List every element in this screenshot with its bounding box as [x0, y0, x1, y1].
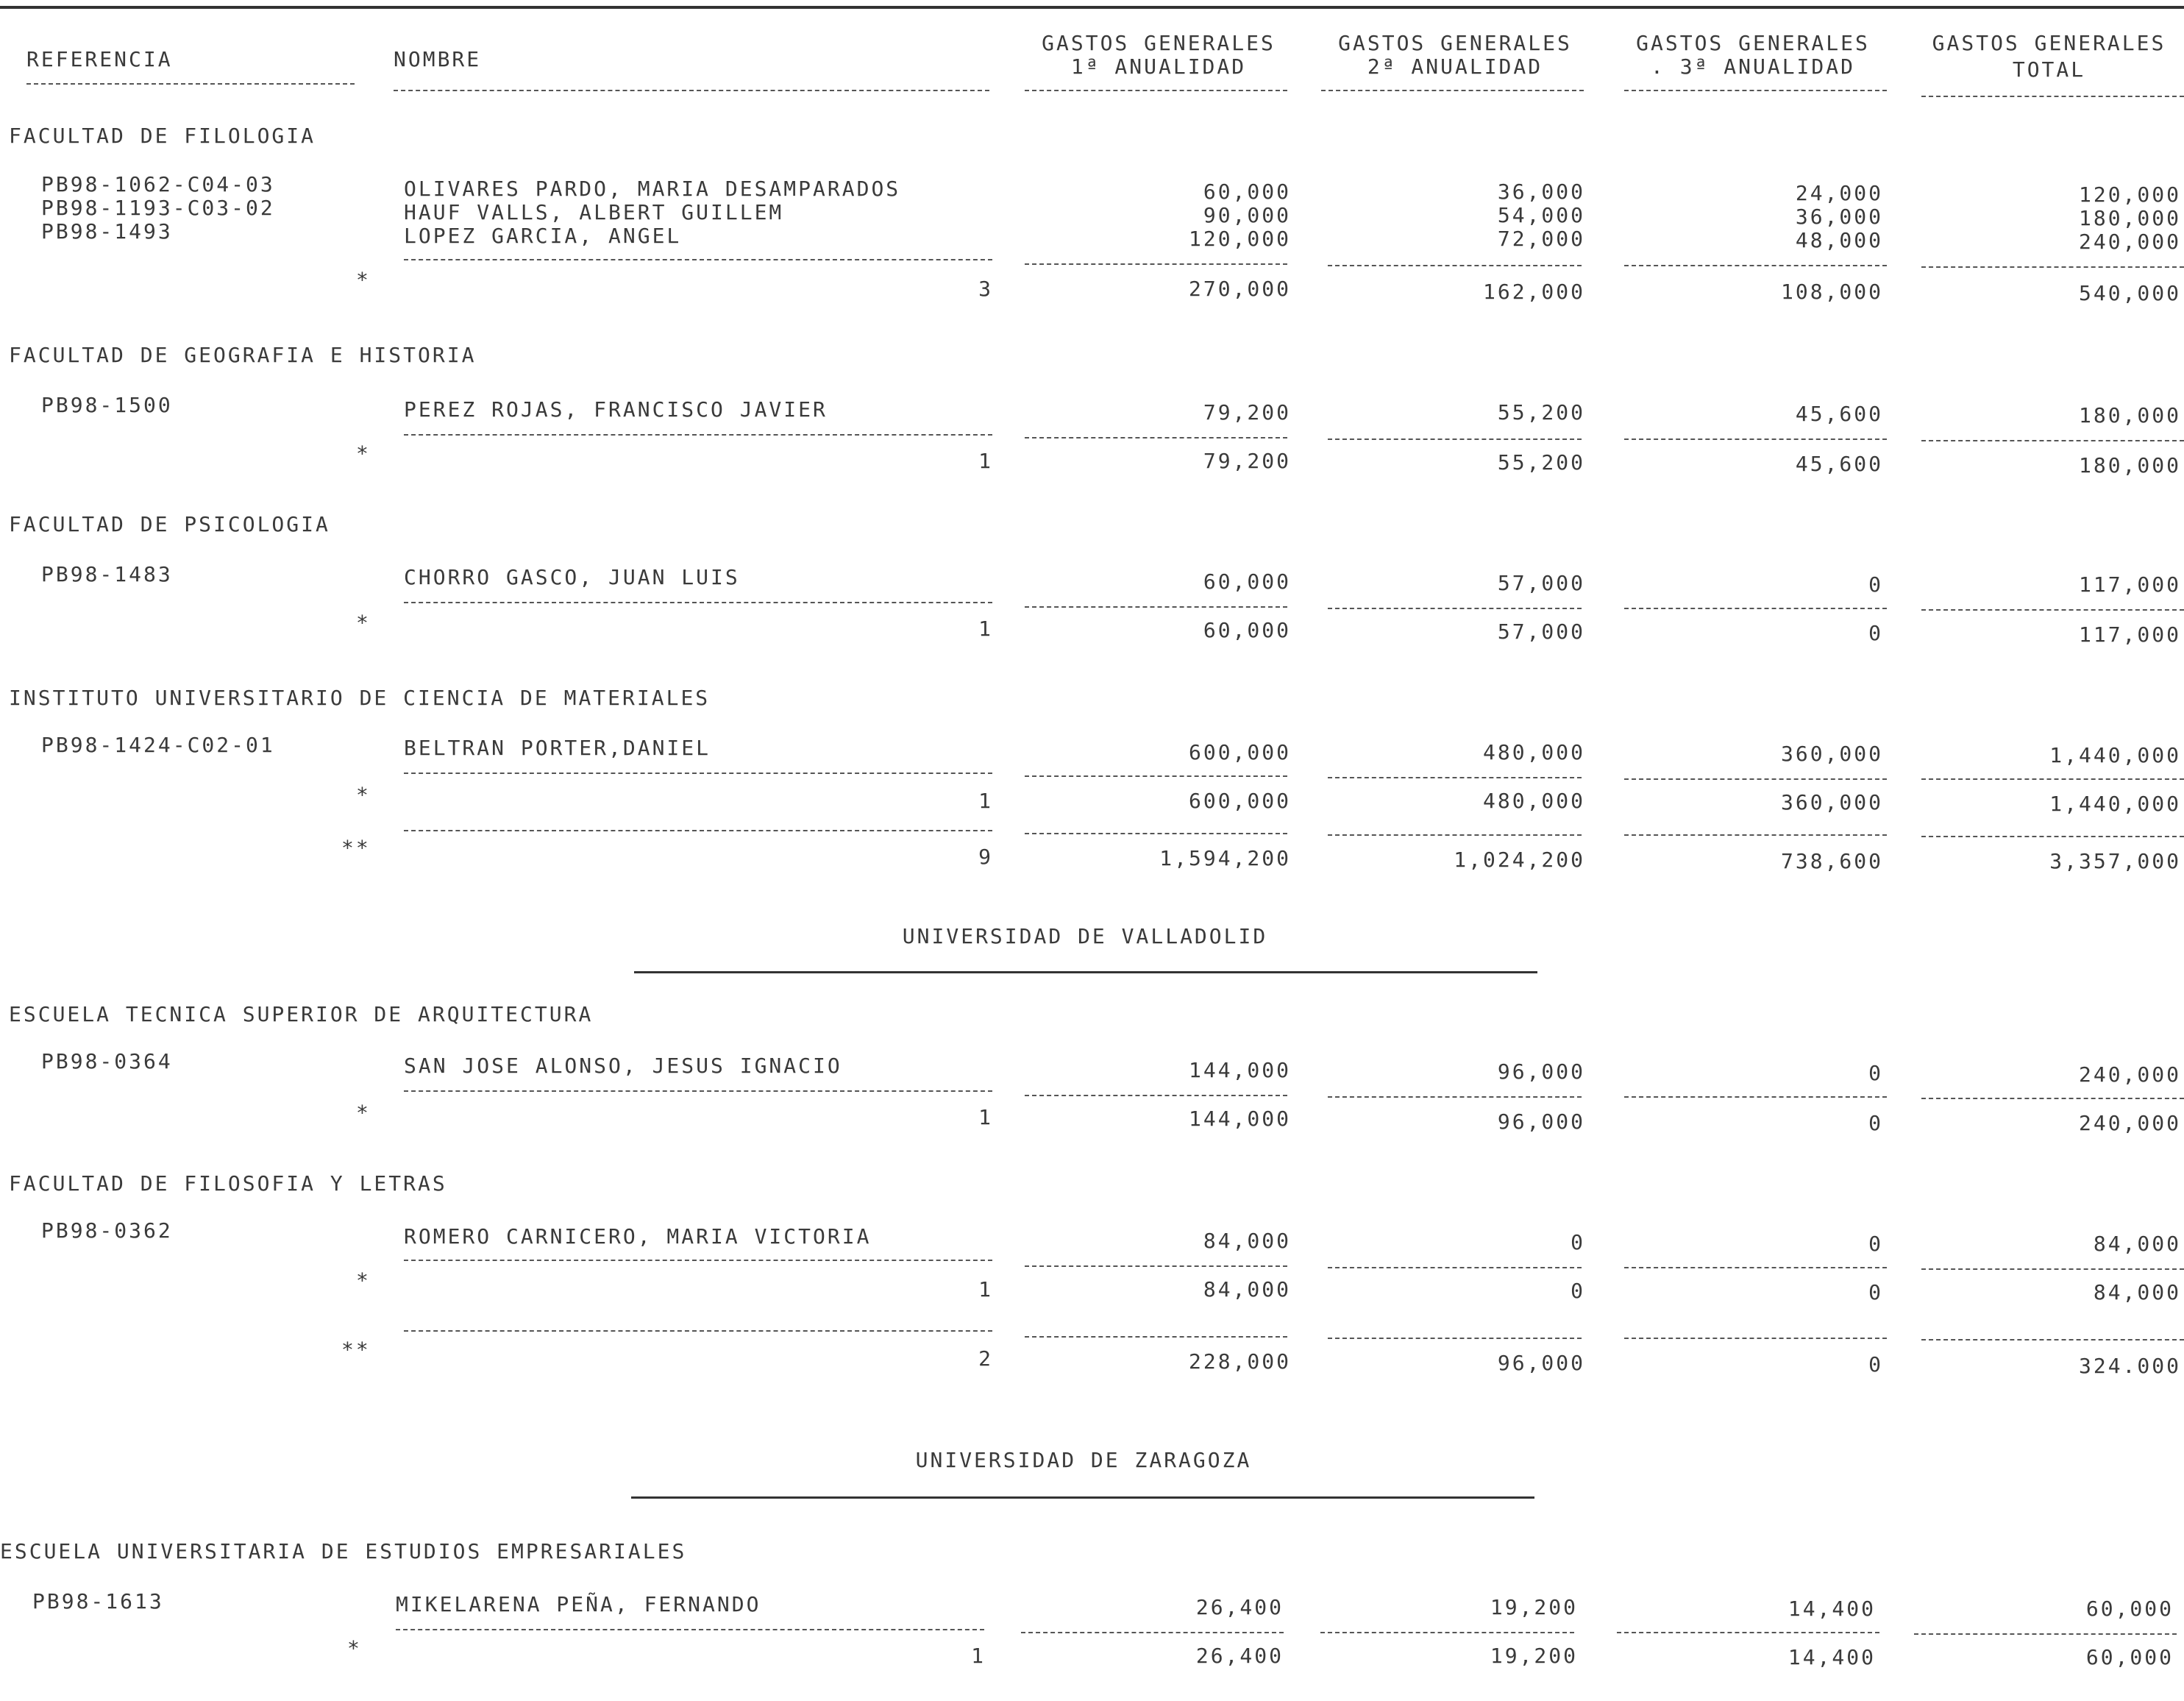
row-total: 180,000 — [2078, 403, 2181, 427]
subtotal-rule — [1328, 1096, 1582, 1098]
header-col4-line2: TOTAL — [2012, 57, 2086, 82]
university-heading: UNIVERSIDAD DE ZARAGOZA — [915, 1448, 1252, 1472]
row-a2: 57,000 — [1497, 571, 1585, 595]
subtotal-count: 1 — [978, 1105, 993, 1129]
header-col3-line1: GASTOS GENERALES — [1636, 31, 1870, 55]
total-a1: 228,000 — [1188, 1349, 1291, 1374]
section-title: INSTITUTO UNIVERSITARIO DE CIENCIA DE MATERIALES — [9, 686, 711, 710]
total-total: 324.000 — [2078, 1354, 2181, 1378]
row-a1: 90,000 — [1203, 203, 1291, 227]
total-mark: ** — [341, 836, 371, 860]
row-a3: 360,000 — [1780, 742, 1883, 766]
header-underline-ref — [26, 83, 355, 85]
subtotal-rule — [1624, 1096, 1887, 1098]
row-a2: 36,000 — [1497, 180, 1585, 204]
subtotal-rule — [1617, 1632, 1879, 1633]
row-ref: PB98-1424-C02-01 — [41, 733, 275, 757]
subtotal-rule — [404, 259, 992, 260]
row-ref: PB98-1193-C03-02 — [41, 196, 275, 220]
subtotal-rule — [1921, 440, 2184, 441]
header-underline-col3 — [1624, 90, 1887, 91]
subtotal-rule — [1328, 265, 1582, 266]
subtotal-a3: 14,400 — [1788, 1645, 1876, 1669]
total-rule — [404, 830, 992, 831]
subtotal-rule — [1921, 778, 2184, 780]
row-name: SAN JOSE ALONSO, JESUS IGNACIO — [404, 1054, 842, 1078]
row-a2: 55,200 — [1497, 400, 1585, 425]
subtotal-a3: 0 — [1868, 1280, 1883, 1304]
total-rule — [1921, 1339, 2184, 1340]
row-total: 120,000 — [2078, 182, 2181, 207]
subtotal-mark: * — [356, 611, 371, 635]
subtotal-rule — [404, 434, 992, 436]
subtotal-a3: 45,600 — [1795, 452, 1883, 476]
header-col3-line2: . 3ª ANUALIDAD — [1650, 54, 1855, 79]
subtotal-rule — [1025, 775, 1287, 777]
subtotal-a1: 79,200 — [1203, 449, 1291, 473]
row-a3: 0 — [1868, 1061, 1883, 1085]
row-a2: 54,000 — [1497, 203, 1585, 227]
total-count: 2 — [978, 1346, 993, 1371]
row-a2: 0 — [1571, 1230, 1585, 1254]
total-a2: 96,000 — [1497, 1351, 1585, 1375]
subtotal-rule — [1921, 1268, 2184, 1270]
subtotal-rule — [1021, 1632, 1284, 1633]
subtotal-a1: 144,000 — [1188, 1107, 1291, 1131]
university-rule — [631, 1496, 1534, 1499]
row-total: 117,000 — [2078, 572, 2181, 597]
total-count: 9 — [978, 845, 993, 869]
row-a1: 144,000 — [1188, 1058, 1291, 1082]
header-col2-line1: GASTOS GENERALES — [1338, 31, 1572, 55]
row-a1: 60,000 — [1203, 180, 1291, 204]
row-ref: PB98-0362 — [41, 1218, 173, 1243]
row-a3: 36,000 — [1795, 205, 1883, 229]
university-heading: UNIVERSIDAD DE VALLADOLID — [902, 924, 1268, 948]
row-a3: 0 — [1868, 1232, 1883, 1256]
section-title: ESCUELA UNIVERSITARIA DE ESTUDIOS EMPRESARIALES — [0, 1539, 687, 1563]
subtotal-rule — [1025, 606, 1287, 608]
total-rule — [1624, 834, 1887, 836]
subtotal-a2: 480,000 — [1482, 789, 1585, 813]
total-total: 3,357,000 — [2049, 849, 2181, 873]
subtotal-mark: * — [356, 1268, 371, 1293]
subtotal-a2: 0 — [1571, 1279, 1585, 1303]
subtotal-rule — [1328, 777, 1582, 778]
subtotal-a1: 270,000 — [1188, 277, 1291, 301]
section-title: FACULTAD DE GEOGRAFIA E HISTORIA — [9, 343, 477, 367]
header-nombre: NOMBRE — [394, 47, 482, 71]
subtotal-mark: * — [356, 783, 371, 807]
subtotal-a1: 84,000 — [1203, 1277, 1291, 1302]
total-a2: 1,024,200 — [1454, 848, 1585, 872]
subtotal-total: 180,000 — [2078, 453, 2181, 477]
subtotal-a3: 0 — [1868, 621, 1883, 645]
row-ref: PB98-1483 — [41, 562, 173, 586]
subtotal-a3: 108,000 — [1780, 280, 1883, 304]
subtotal-mark: * — [347, 1636, 362, 1661]
top-rule — [0, 6, 2184, 9]
row-a2: 96,000 — [1497, 1059, 1585, 1084]
header-col1-line2: 1ª ANUALIDAD — [1070, 54, 1247, 79]
row-total: 180,000 — [2078, 206, 2181, 230]
row-a1: 84,000 — [1203, 1229, 1291, 1253]
row-a3: 0 — [1868, 572, 1883, 597]
subtotal-rule — [404, 1260, 992, 1261]
section-title: FACULTAD DE PSICOLOGIA — [9, 512, 330, 536]
total-rule — [1328, 834, 1582, 836]
subtotal-a1: 26,400 — [1195, 1644, 1284, 1668]
section-title: ESCUELA TECNICA SUPERIOR DE ARQUITECTURA — [9, 1002, 594, 1026]
row-a2: 480,000 — [1482, 740, 1585, 764]
row-name: ROMERO CARNICERO, MARIA VICTORIA — [404, 1224, 872, 1249]
subtotal-rule — [1624, 438, 1887, 440]
row-total: 60,000 — [2085, 1597, 2174, 1621]
total-rule — [1624, 1338, 1887, 1339]
subtotal-a3: 0 — [1868, 1111, 1883, 1135]
subtotal-rule — [1025, 1095, 1287, 1096]
subtotal-total: 240,000 — [2078, 1111, 2181, 1135]
subtotal-rule — [1921, 1098, 2184, 1099]
header-referencia: REFERENCIA — [26, 47, 173, 71]
header-col4-line1: GASTOS GENERALES — [1932, 31, 2166, 55]
header-underline-nombre — [394, 90, 989, 91]
subtotal-mark: * — [356, 268, 371, 292]
subtotal-rule — [1624, 778, 1887, 780]
subtotal-a1: 600,000 — [1188, 789, 1291, 813]
row-a3: 45,600 — [1795, 402, 1883, 426]
header-underline-col1 — [1025, 90, 1287, 91]
subtotal-rule — [1921, 609, 2184, 611]
row-a1: 120,000 — [1188, 227, 1291, 251]
row-name: OLIVARES PARDO, MARIA DESAMPARADOS — [404, 177, 901, 201]
row-a3: 48,000 — [1795, 228, 1883, 252]
row-a1: 600,000 — [1188, 740, 1291, 764]
subtotal-rule — [404, 773, 992, 774]
subtotal-rule — [1025, 263, 1287, 265]
section-title: FACULTAD DE FILOSOFIA Y LETRAS — [9, 1171, 447, 1196]
subtotal-rule — [1624, 1267, 1887, 1268]
subtotal-a2: 57,000 — [1497, 619, 1585, 644]
subtotal-total: 84,000 — [2093, 1280, 2181, 1304]
header-col2-line2: 2ª ANUALIDAD — [1367, 54, 1543, 79]
row-a3: 24,000 — [1795, 181, 1883, 205]
subtotal-total: 540,000 — [2078, 281, 2181, 305]
row-ref: PB98-1500 — [41, 393, 173, 417]
header-underline-col2 — [1321, 90, 1584, 91]
subtotal-a2: 19,200 — [1490, 1644, 1578, 1668]
subtotal-rule — [1624, 608, 1887, 609]
total-rule — [1025, 833, 1287, 834]
row-name: HAUF VALLS, ALBERT GUILLEM — [404, 200, 784, 224]
header-col1-line1: GASTOS GENERALES — [1042, 31, 1276, 55]
subtotal-rule — [1025, 1265, 1287, 1267]
subtotal-count: 1 — [971, 1644, 986, 1668]
row-a3: 14,400 — [1788, 1597, 1876, 1621]
subtotal-rule — [1624, 265, 1887, 266]
total-rule — [1921, 836, 2184, 837]
row-total: 240,000 — [2078, 230, 2181, 254]
subtotal-count: 1 — [978, 789, 993, 813]
row-a2: 72,000 — [1497, 227, 1585, 251]
subtotal-count: 3 — [978, 277, 993, 301]
total-a3: 738,600 — [1780, 849, 1883, 873]
subtotal-total: 60,000 — [2085, 1645, 2174, 1669]
total-a3: 0 — [1868, 1352, 1883, 1377]
subtotal-count: 1 — [978, 1277, 993, 1302]
row-ref: PB98-1613 — [32, 1589, 164, 1613]
row-a1: 79,200 — [1203, 400, 1291, 425]
subtotal-a2: 55,200 — [1497, 450, 1585, 475]
subtotal-mark: * — [356, 1101, 371, 1125]
subtotal-a3: 360,000 — [1780, 790, 1883, 814]
subtotal-rule — [1025, 437, 1287, 438]
subtotal-count: 1 — [978, 617, 993, 641]
row-ref: PB98-0364 — [41, 1049, 173, 1073]
row-name: MIKELARENA PEÑA, FERNANDO — [396, 1592, 761, 1616]
row-ref: PB98-1062-C04-03 — [41, 172, 275, 196]
subtotal-rule — [1328, 1267, 1582, 1268]
subtotal-rule — [396, 1629, 984, 1630]
row-a1: 60,000 — [1203, 569, 1291, 594]
row-total: 1,440,000 — [2049, 743, 2181, 767]
total-mark: ** — [341, 1338, 371, 1362]
row-name: CHORRO GASCO, JUAN LUIS — [404, 565, 740, 589]
row-name: LOPEZ GARCIA, ANGEL — [404, 224, 682, 248]
header-underline-col4 — [1921, 96, 2184, 97]
subtotal-rule — [404, 602, 992, 603]
subtotal-a1: 60,000 — [1203, 618, 1291, 642]
subtotal-mark: * — [356, 441, 371, 466]
row-name: BELTRAN PORTER,DANIEL — [404, 736, 711, 760]
subtotal-total: 1,440,000 — [2049, 792, 2181, 816]
row-ref: PB98-1493 — [41, 219, 173, 244]
subtotal-a2: 162,000 — [1482, 280, 1585, 304]
subtotal-rule — [1320, 1632, 1574, 1633]
subtotal-rule — [1914, 1633, 2177, 1635]
section-title: FACULTAD DE FILOLOGIA — [9, 124, 316, 148]
subtotal-rule — [404, 1090, 992, 1092]
total-rule — [1328, 1338, 1582, 1339]
university-rule — [634, 971, 1537, 973]
subtotal-rule — [1921, 266, 2184, 268]
total-a1: 1,594,200 — [1159, 846, 1291, 870]
row-a2: 19,200 — [1490, 1595, 1578, 1619]
row-total: 84,000 — [2093, 1232, 2181, 1256]
subtotal-a2: 96,000 — [1497, 1109, 1585, 1134]
subtotal-rule — [1328, 438, 1582, 440]
row-a1: 26,400 — [1195, 1595, 1284, 1619]
row-name: PEREZ ROJAS, FRANCISCO JAVIER — [404, 397, 828, 422]
total-rule — [404, 1330, 992, 1332]
subtotal-rule — [1328, 608, 1582, 609]
row-total: 240,000 — [2078, 1062, 2181, 1087]
total-rule — [1025, 1336, 1287, 1338]
subtotal-total: 117,000 — [2078, 622, 2181, 647]
subtotal-count: 1 — [978, 449, 993, 473]
